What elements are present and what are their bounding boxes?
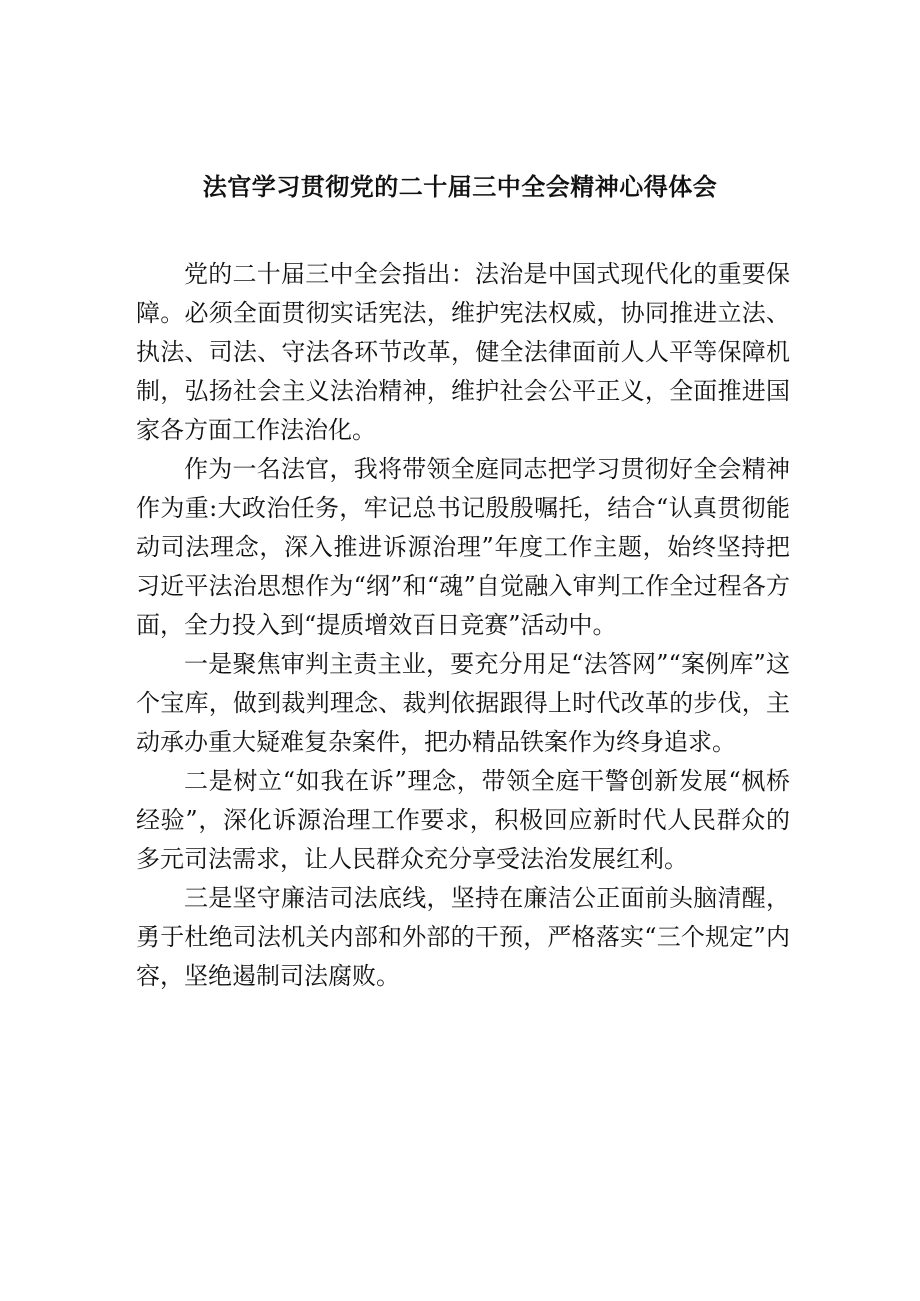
paragraph-1: 党的二十届三中全会指出：法治是中国式现代化的重要保障。必须全面贯彻实话宪法，维护宪法权威，协同推进立法、执法、司法、守法各环节改革，健全法律面前人人平等保障机制，弘扬社会主义法治精神，维护社会公平正义，全面推进国家各方面工作法治化。 (136, 260, 790, 444)
paragraph-4: 二是树立“如我在诉”理念，带领全庭干警创新发展“枫桥经验”，深化诉源治理工作要求，积极回应新时代人民群众的多元司法需求，让人民群众充分享受法治发展红利。 (136, 767, 790, 873)
document-title: 法官学习贯彻党的二十届三中全会精神心得体会 (202, 173, 718, 201)
paragraph-5: 三是坚守廉洁司法底线，坚持在廉洁公正面前头脑清醒，勇于杜绝司法机关内部和外部的干预，严格落实“三个规定”内容，坚绝遏制司法腐败。 (136, 884, 790, 990)
paragraph-3: 一是聚焦审判主责主业，要充分用足“法答网”“案例库”这个宝库，做到裁判理念、裁判依据跟得上时代改革的步伐，主动承办重大疑难复杂案件，把办精品铁案作为终身追求。 (136, 650, 790, 756)
document-body (136, 255, 790, 996)
paragraph-2: 作为一名法官，我将带领全庭同志把学习贯彻好全会精神作为重:大政治任务，牢记总书记殷殷嘱托，结合“认真贯彻能动司法理念，深入推进诉源治理”年度工作主题，始终坚持把习近平法治思想作为“纲”和“魂”自觉融入审判工作全过程各方面，全力投入到“提质增效百日竞赛”活动中。 (136, 455, 790, 639)
